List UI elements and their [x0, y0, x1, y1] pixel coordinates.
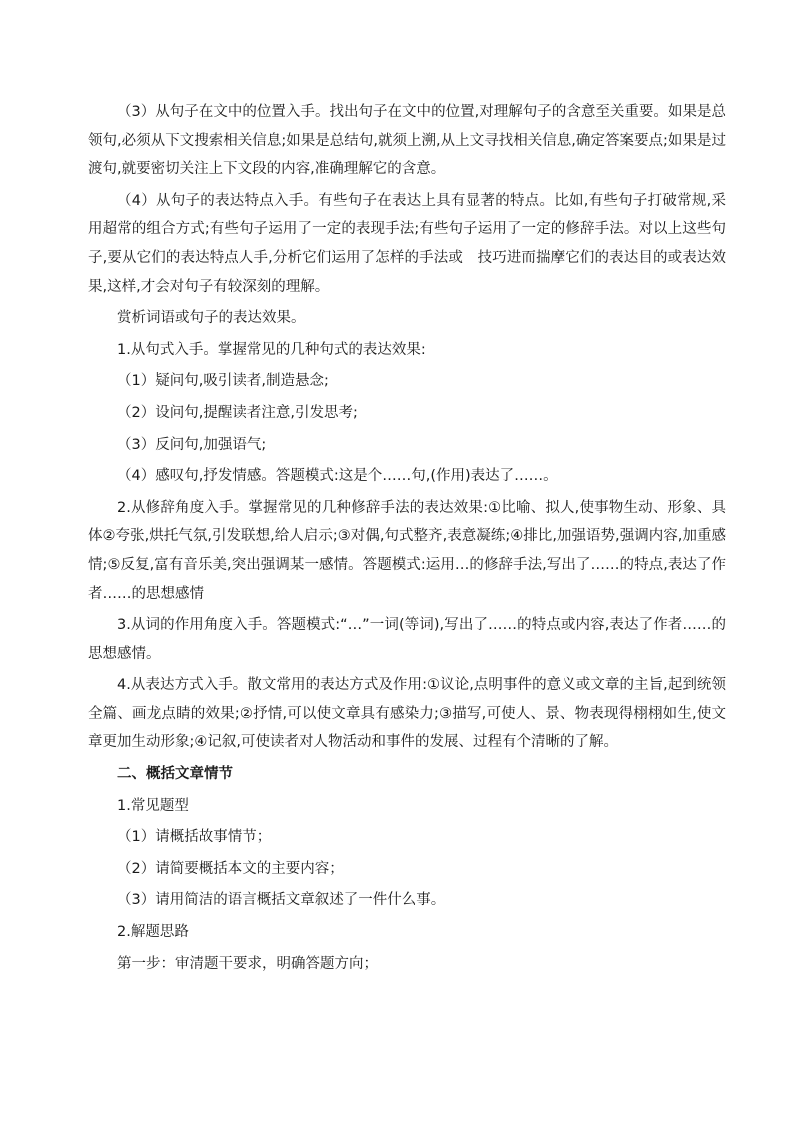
list-item-counter-question: （3）反问句,加强语气; [117, 436, 267, 453]
paragraph-sentence-position: （3）从句子在文中的位置入手。找出句子在文中的位置,对理解句子的含意至关重要。如果是总领句,必须从下文搜索相关信息;如果是总结句,就须上溯,从上文寻找相关信息,确定答案要点;如果是过渡句,就要密切关注上下文段的内容,准确理解它的含意。 [88, 104, 726, 178]
paragraph-expression-features: （4）从句子的表达特点入手。有些句子在表达上具有显著的特点。比如,有些句子打破常规,采用超常的组合方式;有些句子运用了一定的表现手法;有些句子运用了一定的修辞手法。对以上这些句子,要从它们的表达特点人手,分析它们运用了怎样的手法或 技巧进而揣摩它们的表达目的或表达效果,这样,才会对句子有较深刻的理解。 [88, 192, 726, 295]
list-item-summarize-plot: （1）请概括故事情节； [117, 829, 272, 846]
paragraph-word-function: 3.从词的作用角度入手。答题模式:“…”一词(等词),写出了……的特点或内容,表达了作者……的思想感情。 [88, 617, 726, 662]
step-one: 第一步：审清题干要求，明确答题方向； [117, 955, 378, 972]
paragraph-expression-methods: 4.从表达方式入手。散文常用的表达方式及作用:①议论,点明事件的意义或文章的主旨,起到统领全篇、画龙点睛的效果;②抒情,可以使文章具有感染力;③描写,可使人、景、物表现得栩栩如生,使文章更加生动形象;④记叙,可使读者对人物活动和事件的发展、过程有个清晰的了解。 [88, 677, 726, 751]
paragraph-appreciation-intro: 赏析词语或句子的表达效果。 [117, 310, 306, 327]
subheading-common-questions: 1.常见题型 [117, 797, 189, 814]
section-heading-plot-summary: 二、概括文章情节 [117, 766, 233, 783]
document-body [88, 98, 726, 978]
list-item-exclamation: （4）感叹句,抒发情感。答题模式:这是个……句,(作用)表达了……。 [117, 468, 558, 485]
list-item-question: （1）疑问句,吸引读者,制造悬念; [117, 373, 329, 390]
paragraph-sentence-type: 1.从句式入手。掌握常见的几种句式的表达效果: [117, 341, 426, 358]
list-item-rhetorical-question: （2）设问句,提醒读者注意,引发思考; [117, 404, 358, 421]
list-item-summarize-event: （3）请用简洁的语言概括文章叙述了一件什么事。 [117, 892, 446, 909]
paragraph-rhetoric: 2.从修辞角度入手。掌握常见的几种修辞手法的表达效果:①比喻、拟人,使事物生动、形象、具体②夸张,烘托气氛,引发联想,给人启示;③对偶,句式整齐,表意凝练;④排比,加强语势,强调内容,加重感情;⑤反复,富有音乐美,突出强调某一感情。答题模式:运用…的修辞手法,写出了……的特点,表达了作者……的思想感情 [88, 499, 726, 602]
list-item-summarize-content: （2）请简要概括本文的主要内容； [117, 860, 344, 877]
subheading-solution-approach: 2.解题思路 [117, 924, 189, 941]
